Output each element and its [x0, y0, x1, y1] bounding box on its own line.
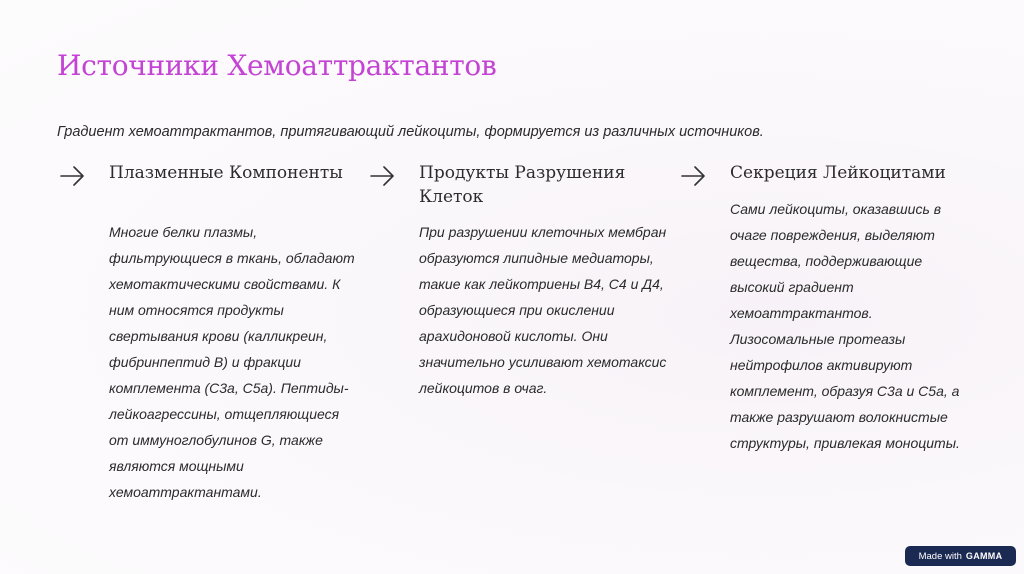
column-body: Многие белки плазмы, фильтрующиеся в ткань, обладают хемотактическими свойствами. К ним относятся продукты свертывания крови (калликреин, фибринпептид В) и фракции комплемента (С3а, С5а). Пептиды-лейкоагрессины, отщепляющиеся от иммуноглобулинов G, также являются мощными хемоаттрактантами.: [109, 224, 355, 500]
column-heading: Продукты Разрушения Клеток: [419, 163, 626, 207]
slide-intro: Градиент хемоаттрактантов, притягивающий лейкоциты, формируется из различных источников.: [57, 124, 764, 140]
column-body: При разрушении клеточных мембран образуются липидные медиаторы, такие как лейкотриены В4, С4 и Д4, образующиеся при окислении арахидоновой кислоты. Они значительно усиливают хемотаксис лейкоцитов в очаг.: [419, 224, 667, 396]
arrow-right-icon: [681, 164, 707, 188]
arrow-right-icon: [60, 164, 86, 188]
gamma-logo: GAMMA: [965, 551, 1003, 561]
slide-title: Источники Хемоаттрактантов: [57, 49, 497, 82]
arrow-right-icon: [370, 164, 396, 188]
column-heading: Плазменные Компоненты: [109, 163, 343, 183]
made-with-gamma-badge[interactable]: [905, 546, 1016, 566]
column-heading: Секреция Лейкоцитами: [730, 163, 946, 183]
column-body: Сами лейкоциты, оказавшись в очаге повреждения, выделяют вещества, поддерживающие высокий градиент хемоаттрактантов. Лизосомальные протеазы нейтрофилов активируют комплемент, образуя С3а и С5а, а также разрушают волокнистые структуры, привлекая моноциты.: [730, 201, 960, 451]
badge-prefix: Made with: [918, 550, 962, 562]
